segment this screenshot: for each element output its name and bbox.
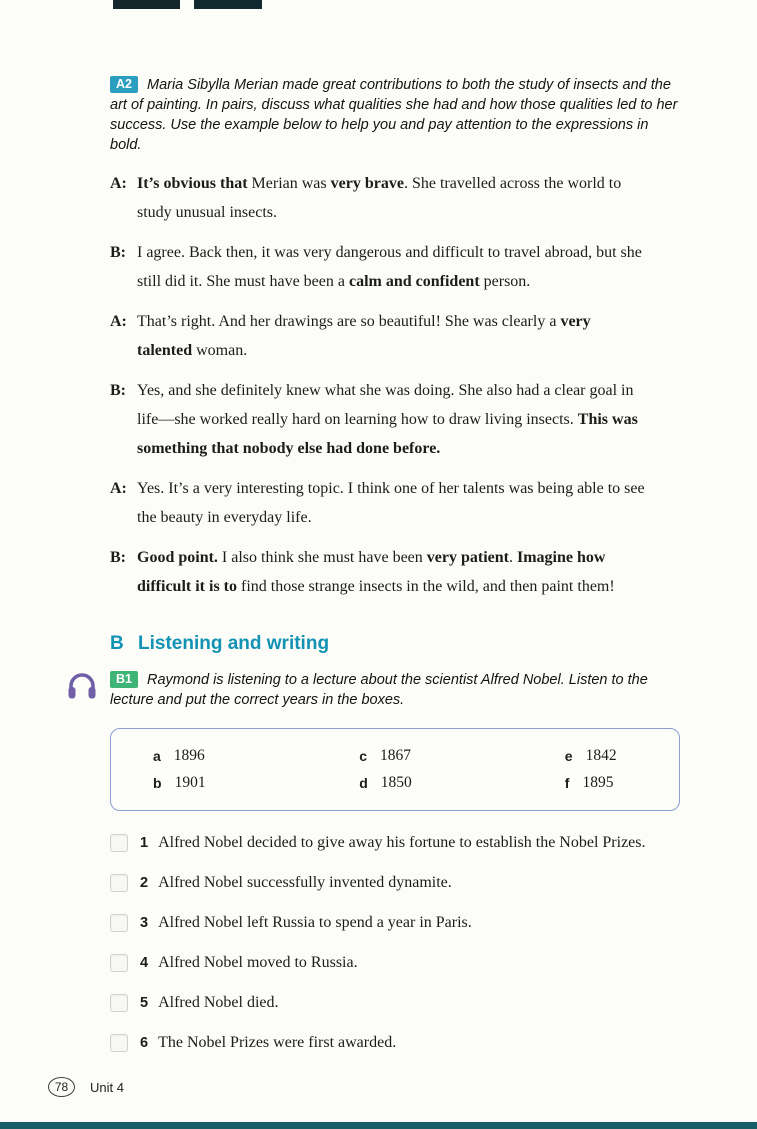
dialogue-line bbox=[110, 238, 680, 296]
dialogue-segment: very patient bbox=[426, 549, 509, 566]
dialogue-text bbox=[137, 376, 649, 463]
dialogue-segment: I agree. Back then, it was very dangerous and difficult to travel abroad, but she still did it. She must have been a bbox=[137, 244, 642, 290]
dialogue-segment: Imagine how difficult it is to bbox=[137, 549, 606, 595]
answer-box[interactable] bbox=[110, 834, 128, 852]
page-number: 78 bbox=[48, 1077, 75, 1097]
dialogue-text bbox=[137, 543, 649, 601]
dialogue-text bbox=[137, 238, 649, 296]
statement-text: Alfred Nobel successfully invented dynamite. bbox=[158, 874, 452, 891]
answer-box[interactable] bbox=[110, 954, 128, 972]
statement-text: Alfred Nobel left Russia to spend a year in Paris. bbox=[158, 914, 472, 931]
statement-number: 1 bbox=[140, 835, 149, 851]
year-option bbox=[153, 769, 297, 796]
dialogue-segment: woman. bbox=[192, 342, 248, 359]
cropped-header-strip bbox=[113, 0, 180, 9]
speaker-label: A: bbox=[110, 175, 127, 192]
year-value: 1895 bbox=[582, 773, 614, 791]
dialogue-segment: very brave bbox=[330, 175, 404, 192]
dialogue-text bbox=[137, 307, 649, 365]
section-letter: B bbox=[110, 633, 124, 654]
speaker-label: A: bbox=[110, 480, 127, 497]
statement-text: Alfred Nobel moved to Russia. bbox=[158, 954, 358, 971]
dialogue-segment: It’s obvious that bbox=[137, 175, 252, 192]
statement-row bbox=[110, 831, 680, 855]
statement-row bbox=[110, 871, 680, 895]
dialogue-segment: Yes, and she definitely knew what she was doing. She also had a clear goal in life—she worked really hard on learning how to draw living insects. bbox=[137, 382, 634, 428]
dialogue-segment: Good point. bbox=[137, 549, 218, 566]
statement-text: Alfred Nobel died. bbox=[158, 994, 279, 1011]
dialogue-segment: find those strange insects in the wild, and then paint them! bbox=[237, 578, 615, 595]
years-column bbox=[111, 742, 297, 796]
year-letter: e bbox=[564, 747, 573, 764]
statement-number: 3 bbox=[140, 915, 149, 931]
dialogue-segment: calm and confident bbox=[348, 273, 480, 290]
answer-box[interactable] bbox=[110, 1034, 128, 1052]
dialogue-text bbox=[137, 474, 649, 532]
statement-number: 2 bbox=[140, 875, 149, 891]
dialogue-segment: This was something that nobody else had done before. bbox=[137, 411, 638, 457]
b1-instructions-block bbox=[110, 670, 680, 710]
statement-row bbox=[110, 1031, 680, 1055]
year-value: 1842 bbox=[585, 746, 617, 764]
dialogue-line bbox=[110, 474, 680, 532]
dialogue-line bbox=[110, 307, 680, 365]
answer-box[interactable] bbox=[110, 874, 128, 892]
year-value: 1867 bbox=[380, 746, 412, 764]
dialogue-segment: person. bbox=[479, 273, 531, 290]
a2-exercise-badge: A2 bbox=[110, 76, 138, 93]
year-option bbox=[565, 742, 679, 769]
section-b-heading bbox=[110, 633, 680, 655]
year-value: 1901 bbox=[174, 773, 206, 791]
year-value: 1850 bbox=[380, 773, 412, 791]
statement-row bbox=[110, 911, 680, 935]
b1-exercise-badge: B1 bbox=[110, 671, 138, 688]
dialogue-segment: . bbox=[508, 549, 517, 566]
dialogue bbox=[110, 169, 680, 601]
unit-label: Unit 4 bbox=[90, 1079, 124, 1095]
dialogue-segment: I also think she must have been bbox=[217, 549, 427, 566]
a2-instructions-text: Maria Sibylla Merian made great contributions to both the study of insects and the art of painting. In pairs, discuss what qualities she had and how those qualities led to her success. Use the example below to help you and pay attention to the expressions in bold. bbox=[110, 77, 678, 153]
a2-instructions-block bbox=[110, 75, 680, 155]
speaker-label: A: bbox=[110, 313, 127, 330]
answer-box[interactable] bbox=[110, 914, 128, 932]
statement-row bbox=[110, 951, 680, 975]
cropped-header-strip bbox=[194, 0, 262, 9]
section-title: Listening and writing bbox=[138, 633, 330, 654]
year-option bbox=[359, 742, 493, 769]
years-column bbox=[297, 742, 493, 796]
year-option bbox=[153, 742, 297, 769]
year-option bbox=[565, 769, 679, 796]
year-letter: a bbox=[153, 747, 161, 764]
answer-box[interactable] bbox=[110, 994, 128, 1012]
year-letter: c bbox=[359, 747, 368, 764]
dialogue-segment: very talented bbox=[137, 313, 591, 359]
dialogue-text bbox=[137, 169, 649, 227]
speaker-label: B: bbox=[110, 549, 126, 566]
year-letter: b bbox=[153, 774, 162, 791]
speaker-label: B: bbox=[110, 382, 126, 399]
page-footer bbox=[48, 1077, 124, 1097]
speaker-label: B: bbox=[110, 244, 126, 261]
years-box bbox=[110, 728, 680, 811]
year-value: 1896 bbox=[173, 746, 205, 764]
dialogue-segment: Merian was bbox=[251, 175, 331, 192]
dialogue-segment: That’s right. And her drawings are so beautiful! She was clearly a bbox=[137, 313, 561, 330]
years-column bbox=[493, 742, 679, 796]
bottom-color-bar bbox=[0, 1122, 757, 1129]
dialogue-line bbox=[110, 543, 680, 601]
statement-text: Alfred Nobel decided to give away his fortune to establish the Nobel Prizes. bbox=[158, 834, 646, 851]
dialogue-line bbox=[110, 376, 680, 463]
statements-list bbox=[110, 831, 680, 1055]
year-option bbox=[359, 769, 493, 796]
statement-row bbox=[110, 991, 680, 1015]
year-letter: f bbox=[564, 774, 570, 791]
statement-number: 6 bbox=[140, 1035, 149, 1051]
statement-number: 4 bbox=[140, 955, 149, 971]
headphones-icon bbox=[66, 672, 98, 706]
dialogue-segment: Yes. It’s a very interesting topic. I think one of her talents was being able to see the beauty in everyday life. bbox=[137, 480, 645, 526]
b1-instructions-text: Raymond is listening to a lecture about the scientist Alfred Nobel. Listen to the lecture and put the correct years in the boxes. bbox=[110, 672, 648, 708]
statement-text: The Nobel Prizes were first awarded. bbox=[158, 1034, 397, 1051]
dialogue-segment: . She travelled across the world to study unusual insects. bbox=[137, 175, 622, 221]
dialogue-line bbox=[110, 169, 680, 227]
year-letter: d bbox=[359, 774, 368, 791]
statement-number: 5 bbox=[140, 995, 149, 1011]
